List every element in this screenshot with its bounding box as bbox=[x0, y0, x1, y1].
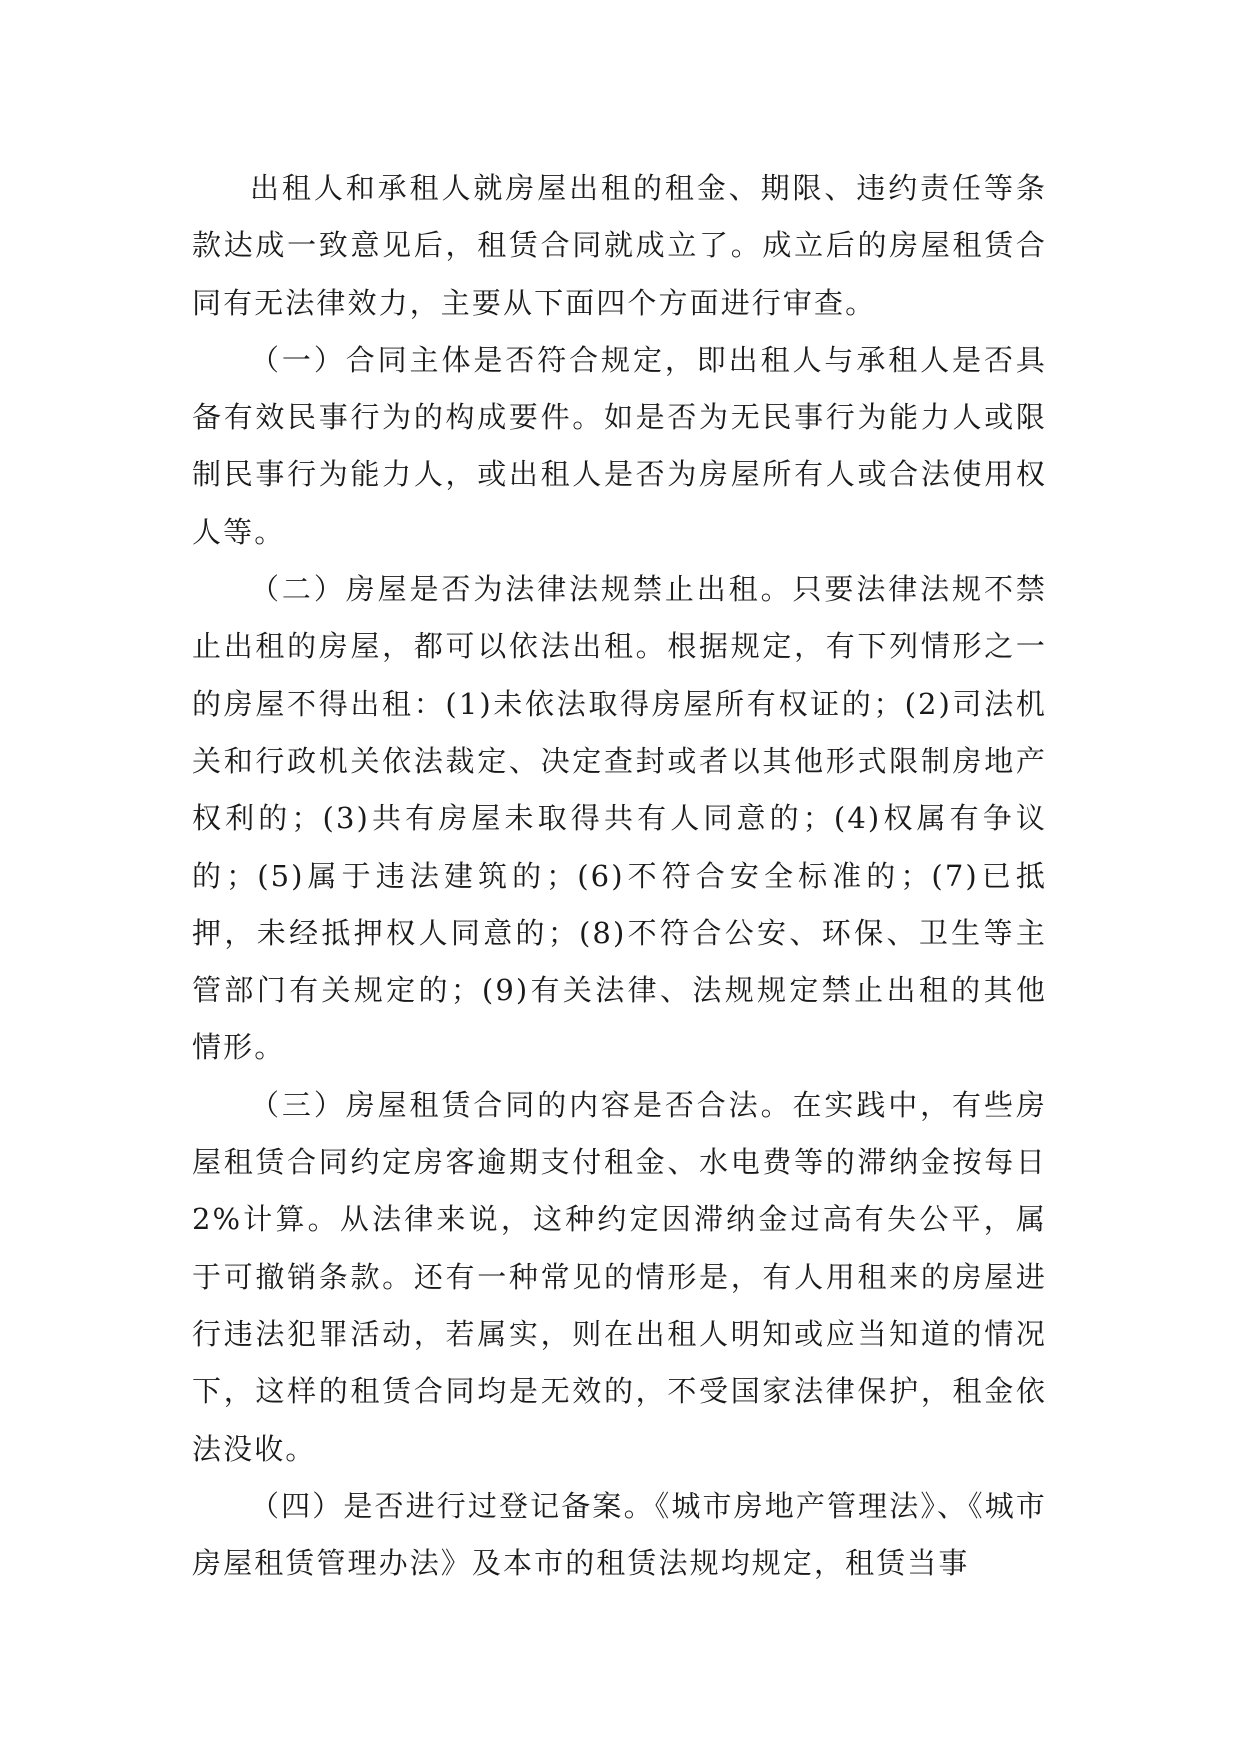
paragraph-item-3: （三）房屋租赁合同的内容是否合法。在实践中，有些房屋租赁合同约定房客逾期支付租金、水电费等的滞纳金按每日2%计算。从法律来说，这种约定因滞纳金过高有失公平，属于可撤销条款。还有一种常见的情形是，有人用租来的房屋进行违法犯罪活动，若属实，则在出租人明知或应当知道的情况下，这样的租赁合同均是无效的，不受国家法律保护，租金依法没收。 bbox=[192, 1087, 1047, 1466]
paragraph-intro: 出租人和承租人就房屋出租的租金、期限、违约责任等条款达成一致意见后，租赁合同就成立了。成立后的房屋租赁合同有无法律效力，主要从下面四个方面进行审查。 bbox=[192, 171, 1047, 320]
paragraph-item-4: （四）是否进行过登记备案。《城市房地产管理法》、《城市房屋租赁管理办法》及本市的租赁法规均规定，租赁当事 bbox=[192, 1488, 1047, 1581]
paragraph-item-2: （二）房屋是否为法律法规禁止出租。只要法律法规不禁止出租的房屋，都可以依法出租。根据规定，有下列情形之一的房屋不得出租：(1)未依法取得房屋所有权证的；(2)司法机关和行政机关依法裁定、决定查封或者以其他形式限制房地产权利的；(3)共有房屋未取得共有人同意的；(4)权属有争议的；(5)属于违法建筑的；(6)不符合安全标准的；(7)已抵押，未经抵押权人同意的；(8)不符合公安、环保、卫生等主管部门有关规定的；(9)有关法律、法规规定禁止出租的其他情形。 bbox=[192, 572, 1047, 1065]
document-page bbox=[192, 160, 1047, 1592]
paragraph-item-1: （一）合同主体是否符合规定，即出租人与承租人是否具备有效民事行为的构成要件。如是否为无民事行为能力人或限制民事行为能力人，或出租人是否为房屋所有人或合法使用权人等。 bbox=[192, 342, 1047, 549]
